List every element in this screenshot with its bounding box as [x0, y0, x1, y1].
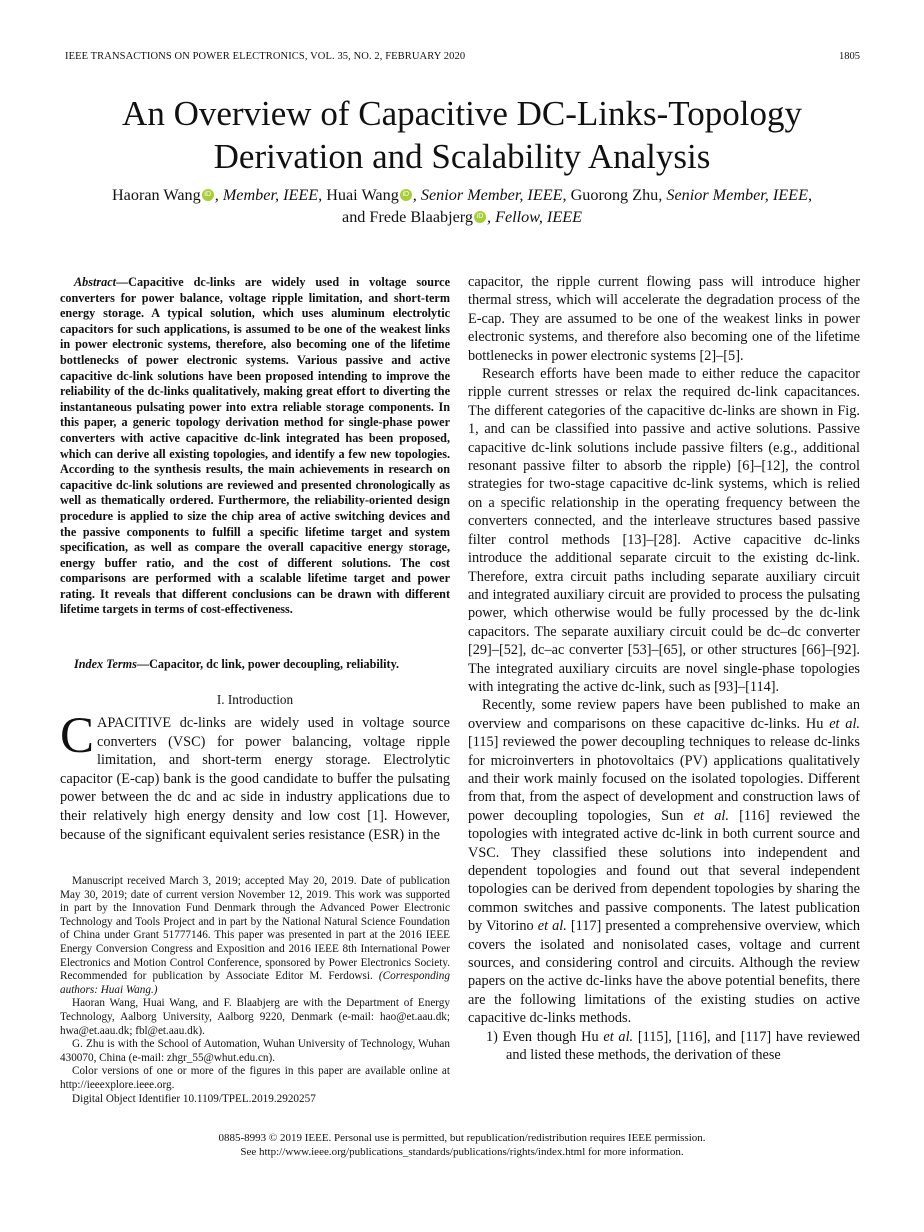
author-name: and Frede Blaabjerg [342, 208, 473, 226]
abstract-label: Abstract [74, 275, 116, 289]
author-name: Haoran Wang [111, 186, 201, 204]
author-line-2 [0, 206, 924, 228]
page-number: 1805 [839, 51, 860, 62]
paper-title [0, 92, 924, 178]
author-name: Guorong Zhu [566, 186, 659, 204]
orcid-icon[interactable]: iD [474, 211, 486, 223]
list-item: 1) Even though Hu et al. [115], [116], and [117] have reviewed and listed these methods, the derivation of these [486, 1028, 860, 1064]
intro-text: APACITIVE dc-links are widely used in voltage source converters (VSC) for power balancing, voltage ripple limitation, and short-term energy storage. Electrolytic capacitor (E-cap) bank is the good candidate to buffer the pulsating power between the dc and ac side in industry applications due to their relatively high energy density and low cost [1]. However, because of the significant equivalent series resistance (ESR) in the [60, 715, 450, 843]
body-paragraph: Research efforts have been made to either reduce the capacitor ripple current stresses or relax the required dc-link capacitances. The different categories of the capacitive dc-links are shown in Fig. 1, and can be classified into passive and active solutions. Passive capacitive dc-link solutions include passive filters (e.g., additional resonant passive filter to absorb the ripple) [6]–[12], the control strategies for two-stage capacitive dc-link systems, which is relied on a specific relationship in the operating frequency between the converters connected, and the interleave structures based passive filter control methods [13]–[28]. Active capacitive dc-links introduce the additional separate circuit to the existing dc-link. Therefore, extra circuit paths including separate auxiliary circuit and integrated auxiliary circuit are provided to process the pulsating power, which otherwise would be fully processed by the dc-link capacitors. The separate auxiliary circuit could be dc–dc converter [29]–[52], dc–ac converter [53]–[65], or other structures [66]–[92]. The integrated auxiliary circuits are novel single-phase topologies with integrating the active dc-link, such as [93]–[114]. [468, 366, 860, 695]
footnote-manuscript: Manuscript received March 3, 2019; accepted May 20, 2019. Date of publication May 30, 2019; date of current version November 12, 2019. This work was supported in part by the Innovation Fund Denmark through the Advanced Power Electronic Technology and Tools Project and in part by the National Natural Science Foundation of China under Grant 51777146. This paper was presented in part at the 2016 IEEE Energy Conversion Congress and Exposition and 2016 IEEE 8th International Power Electronics and Motion Control Conference, sponsored by Power Electronics Society. Recommended for publication by Associate Editor M. Ferdowsi. (Corresponding authors: Huai Wang.) [60, 875, 450, 996]
abstract [60, 275, 450, 618]
author-role: , Senior Member, IEEE, [658, 186, 813, 204]
author-list [0, 184, 924, 228]
footnote-affiliation-2: G. Zhu is with the School of Automation, Wuhan University of Technology, Wuhan 430070, China (e-mail: zhgr_55@whut.edu.cn). [60, 1038, 450, 1064]
footnote-affiliation-1: Haoran Wang, Huai Wang, and F. Blaabjerg are with the Department of Energy Technology, Aalborg University, Aalborg 9220, Denmark (e-mail: hao@et.aau.dk; hwa@et.aau.dk; fbl@et.aau.dk). [60, 997, 450, 1037]
abstract-text: —Capacitive dc-links are widely used in voltage source converters for power balance, voltage ripple limitation, and short-term energy storage. A typical solution, which uses aluminum electrolytic capacitors for such applications, is assumed to be one of the weakest links in power electronic systems, therefore, also becoming one of the lifetime bottlenecks of power electronic systems. Various passive and active capacitive dc-link solutions have been proposed intending to improve the reliability of the dc-links qualitatively, making great effort to diverting the instantaneous pulsating power into extra reliable storage components. In this paper, a generic topology derivation method for single-phase power converters with active capacitive dc-link integrated has been proposed, which can derive all existing topologies, and identify a few new topologies. According to the synthesis results, the main achievements in research on capacitive dc-link solutions are reviewed and presented chronologically as well as thematically ordered. Furthermore, the reliability-oriented design procedure is applied to size the chip area of active switching devices and the passive components to fulfill a specific lifetime target and system specification, as well as compare the overall capacitive energy storage, energy buffer ratio, and the cost of different solutions. The cost comparisons are performed with a scalable lifetime target and power rating. It reveals that different conclusions can be drawn with different lifetime targets in terms of cost-effectiveness. [60, 275, 450, 617]
copyright-line-1: 0885-8993 © 2019 IEEE. Personal use is permitted, but republication/redistribution requires IEEE permission. [218, 1132, 706, 1144]
index-terms-label: Index Terms [74, 657, 137, 671]
index-terms-text: —Capacitor, dc link, power decoupling, reliability. [136, 657, 400, 671]
section-heading: I. Introduction [216, 692, 294, 707]
author-role: , Fellow, IEEE [486, 208, 582, 226]
orcid-icon[interactable]: iD [202, 189, 214, 201]
introduction-paragraph [60, 708, 450, 844]
body-paragraph: capacitor, the ripple current flowing pass will introduce higher thermal stress, which will accelerate the degradation process of the E-cap. They are assumed to be one of the weakest links in power electronic systems, and therefore also becoming one of the lifetime bottlenecks in power electronic systems [2]–[5]. [468, 274, 860, 364]
orcid-icon[interactable]: iD [400, 189, 412, 201]
body-paragraph: Recently, some review papers have been published to make an overview and comparisons on these capacitive dc-links. Hu et al. [115] reviewed the power decoupling techniques to release dc-links for microinverters in photovoltaics (PV) applications qualitatively and their work mainly focused on the isolated topologies. Different from that, from the aspect of development and construction laws of power decoupling topologies, Sun et al. [116] reviewed the topologies with integrated active dc-link in both current source and VSC. They classified these solutions into independent and dependent topologies and found out that several independent topologies can be derived from dependent topologies by sharing the common switches and passive components. The latest publication by Vitorino et al. [117] presented a comprehensive overview, which covers the isolated and nonisolated cases, voltage and current sources, and considering control and circuits. Although the review papers on the active dc-links have the above potential benefits, there are the following limitations of the existing studies on active capacitive dc-links methods. [468, 697, 860, 1027]
author-role: , Member, IEEE, [214, 186, 323, 204]
footnote-color-note: Color versions of one or more of the figures in this paper are available online at http://ieeexplore.ieee.org. [60, 1065, 450, 1091]
drop-cap: C [60, 708, 95, 764]
footnote [60, 875, 450, 1106]
author-line-1 [0, 184, 924, 206]
right-column-body [468, 273, 860, 1064]
author-role: , Senior Member, IEEE, [412, 186, 567, 204]
footnote-doi: Digital Object Identifier 10.1109/TPEL.2019.2920257 [72, 1092, 316, 1105]
index-terms [60, 657, 450, 673]
title-line-2: Derivation and Scalability Analysis [213, 137, 711, 176]
author-name: Huai Wang [322, 186, 399, 204]
running-header: IEEE TRANSACTIONS ON POWER ELECTRONICS, VOL. 35, NO. 2, FEBRUARY 2020 [65, 51, 466, 62]
copyright-line-2: See http://www.ieee.org/publications_standards/publications/rights/index.html for more information. [240, 1146, 684, 1158]
title-line-1: An Overview of Capacitive DC-Links-Topology [122, 94, 802, 133]
